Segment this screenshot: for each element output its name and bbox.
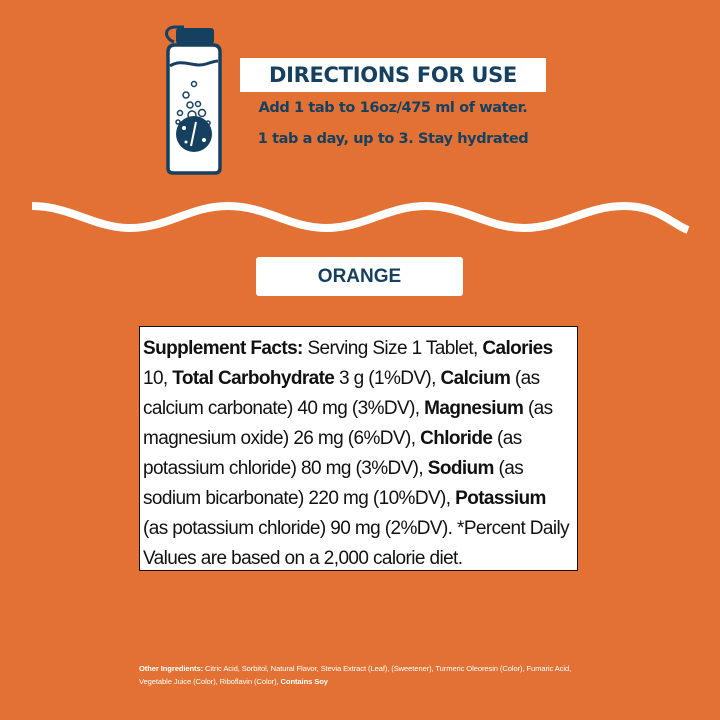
nutrient-name: Total Carbohydrate [172, 368, 335, 389]
nutrient-name: Calcium [440, 368, 511, 389]
water-bottle-icon [160, 24, 226, 176]
other-ingredients-label: Other Ingredients: [139, 664, 204, 673]
flavor-label: ORANGE [317, 265, 402, 287]
nutrient-name: Sodium [427, 458, 494, 479]
nutrient-name: Chloride [420, 428, 493, 449]
directions-line-2: 1 tab a day, up to 3. Stay hydrated [257, 131, 529, 147]
directions-line-1: Add 1 tab to 16oz/475 ml of water. [258, 100, 528, 116]
nutrient-name: Calories [482, 338, 553, 359]
nutrient-detail: 10, [143, 368, 173, 389]
serving-size: Serving Size 1 Tablet, [302, 338, 483, 359]
directions-title-box [240, 58, 546, 92]
nutrient-detail: (as potassium chloride) 80 mg (3%DV), [143, 428, 522, 479]
flavor-label-box [256, 257, 463, 296]
allergen-warning: Contains Soy [280, 677, 328, 686]
nutrient-detail: (as magnesium oxide) 26 mg (6%DV), [143, 398, 553, 449]
wave-divider-icon [0, 190, 720, 235]
other-ingredients-text: Citric Acid, Sorbitol, Natural Flavor, Stevia Extract (Leaf), (Sweetener), Turmeric Oleoresin (Color), Fumaric Acid, Vegetable Juice (Color), Riboflavin (Color), [139, 664, 572, 686]
nutrient-name: Potassium [455, 488, 546, 509]
other-ingredients [139, 662, 579, 688]
daily-value-footnote: *Percent Daily Values are based on a 2,000 calorie diet. [143, 518, 570, 569]
nutrient-detail: (as sodium bicarbonate) 220 mg (10%DV), [143, 458, 524, 509]
nutrient-detail: (as potassium chloride) 90 mg (2%DV). [143, 518, 458, 539]
nutrient-detail: 3 g (1%DV), [334, 368, 441, 389]
supplement-facts-heading: Supplement Facts: [143, 338, 303, 359]
nutrient-detail: (as calcium carbonate) 40 mg (3%DV), [143, 368, 540, 419]
directions-title: DIRECTIONS FOR USE [269, 63, 517, 87]
supplement-facts-panel [139, 326, 578, 571]
nutrient-name: Magnesium [424, 398, 524, 419]
